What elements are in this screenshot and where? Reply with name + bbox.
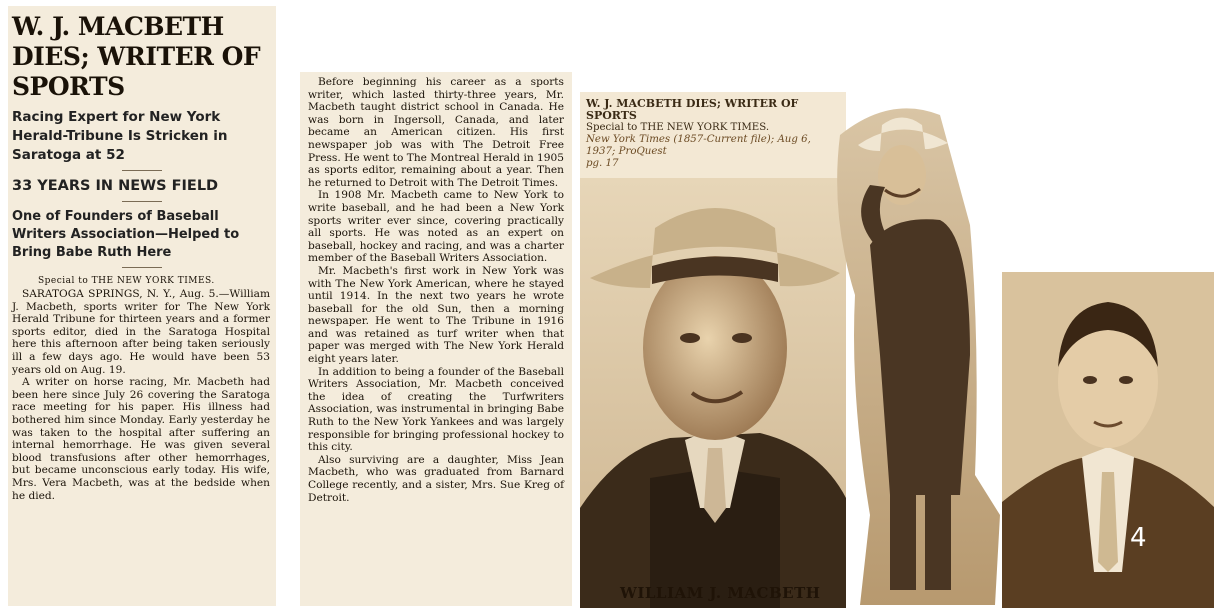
clipping-column-1 [8,6,276,606]
article-body-col1 [12,288,270,502]
divider [122,170,162,171]
man-in-hat-photo [580,178,846,608]
portrait-photo [1002,272,1214,608]
portrait-number: 4 [1130,523,1147,553]
photo-caption: WILLIAM J. MACBETH [620,584,821,602]
citation-header [580,92,846,170]
citation-special: Special to THE NEW YORK TIMES. [586,122,770,133]
subhead-2: 33 YEARS IN NEWS FIELD [12,178,219,194]
citation-source: New York Times (1857-Current file); Aug 6, 1937; ProQuest [586,134,811,157]
clipping-column-2 [300,72,572,606]
subhead-3: One of Founders of Baseball Writers Association—Helped to Bring Babe Ruth Here [12,209,240,260]
photo-clipping [580,92,846,608]
headline: W. J. MACBETH DIES; WRITER OF SPORTS [12,12,261,101]
paragraph: Before beginning his career as a sports writer, which lasted thirty-three years, Mr. Macbeth taught district school in Canada. He was born in Ingersoll, Canada, and later became an American citizen. His first newspaper job was with The Detroit Free Press. He went to The Montreal Herald in 1905 as sports editor, remaining about a year. Then he returned to Detroit with The Detroit Times. [308,76,564,189]
paragraph: Mr. Macbeth's first work in New York was with The New York American, where he stayed until 1914. In the next two years he wrote baseball for the old Sun, then a morning newspaper. He went to The Tribune in 1916 and was retained as turf writer when that paper was merged with The New York Herald eight years later. [308,264,564,366]
article-body-col2 [308,76,564,504]
citation-title: W. J. MACBETH DIES; WRITER OF SPORTS [586,97,799,122]
paragraph: Also surviving are a daughter, Miss Jean Macbeth, who was graduated from Barnard College recently, and a sister, Mrs. Sue Kreg of Detroit. [308,453,564,504]
citation-page: pg. 17 [586,158,619,169]
dateline: Special to THE NEW YORK TIMES. [38,276,215,286]
paragraph: In 1908 Mr. Macbeth came to New York to write baseball, and he had been a New York sports writer ever since, covering practically all sports. He was noted as an expert on baseball, hockey and racing, and was a charter member of the Baseball Writers Association. [308,189,564,265]
paragraph: SARATOGA SPRINGS, N. Y., Aug. 5.—William J. Macbeth, sports writer for The New York Herald Tribune for thirteen years and a former sports editor, died in the Saratoga Hospital here this afternoon after being taken seriously ill a few days ago. He would have been 53 years old on Aug. 19. [12,288,270,376]
subhead-1: Racing Expert for New York Herald-Tribune Is Stricken in Saratoga at 52 [12,109,228,163]
paragraph: In addition to being a founder of the Baseball Writers Association, Mr. Macbeth conceived the idea of creating the Turfwriters Association, was instrumental in bringing Babe Ruth to the New York Yankees and was largely responsible for bringing professional hockey to this city. [308,365,564,454]
divider [122,267,162,268]
portrait-card [1002,272,1214,608]
divider [122,201,162,202]
paragraph: A writer on horse racing, Mr. Macbeth had been here since July 26 covering the Saratoga race meeting for his paper. His illness had bothered him since Monday. Early yesterday he was taken to the hospital after suffering an internal hemorrhage. He was given several blood transfusions after other hemorrhages, but became unconscious early today. His wife, Mrs. Vera Macbeth, was at the bedside when he died. [12,376,270,502]
standing-man-photo [830,95,1002,613]
